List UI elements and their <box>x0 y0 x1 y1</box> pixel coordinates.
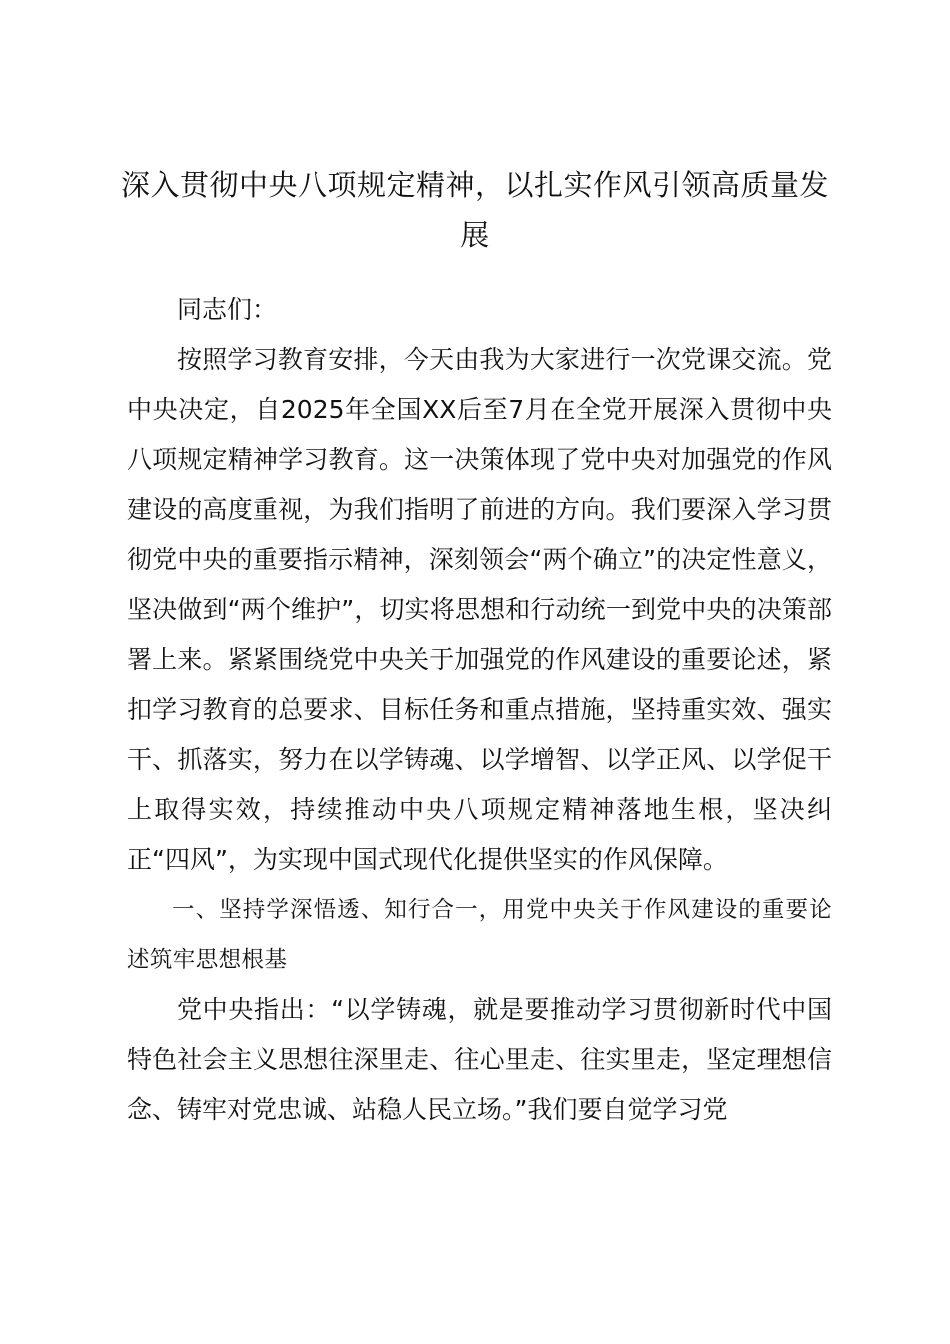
salutation: 同志们： <box>177 295 278 324</box>
intro-paragraph: 按照学习教育安排，今天由我为大家进行一次党课交流。党中央决定，自2025年全国XX后至7月在全党开展深入贯彻中央八项规定精神学习教育。这一决策体现了党中央对加强党的作风建设的高度重视，为我们指明了前进的方向。我们要深入学习贯彻党中央的重要指示精神，深刻领会“两个确立”的决定性意义，坚决做到“两个维护”，切实将思想和行动统一到党中央的决策部署上来。紧紧围绕党中央关于加强党的作风建设的重要论述，紧扣学习教育的总要求、目标任务和重点措施，坚持重实效、强实干、抓落实，努力在以学铸魂、以学增智、以学正风、以学促干上取得实效，持续推动中央八项规定精神落地生根，坚决纠正“四风”，为实现中国式现代化提供坚实的作风保障。 <box>127 345 832 874</box>
document-body <box>127 285 832 1135</box>
document-title: 深入贯彻中央八项规定精神，以扎实作风引领高质量发展 <box>120 168 829 252</box>
section-paragraph: 党中央指出：“以学铸魂，就是要推动学习贯彻新时代中国特色社会主义思想往深里走、往心里走、往实里走，坚定理想信念、铸牢对党忠诚、站稳人民立场。”我们要自觉学习党 <box>127 995 832 1124</box>
section-heading: 一、坚持学深悟透、知行合一，用党中央关于作风建设的重要论述筑牢思想根基 <box>127 897 832 973</box>
